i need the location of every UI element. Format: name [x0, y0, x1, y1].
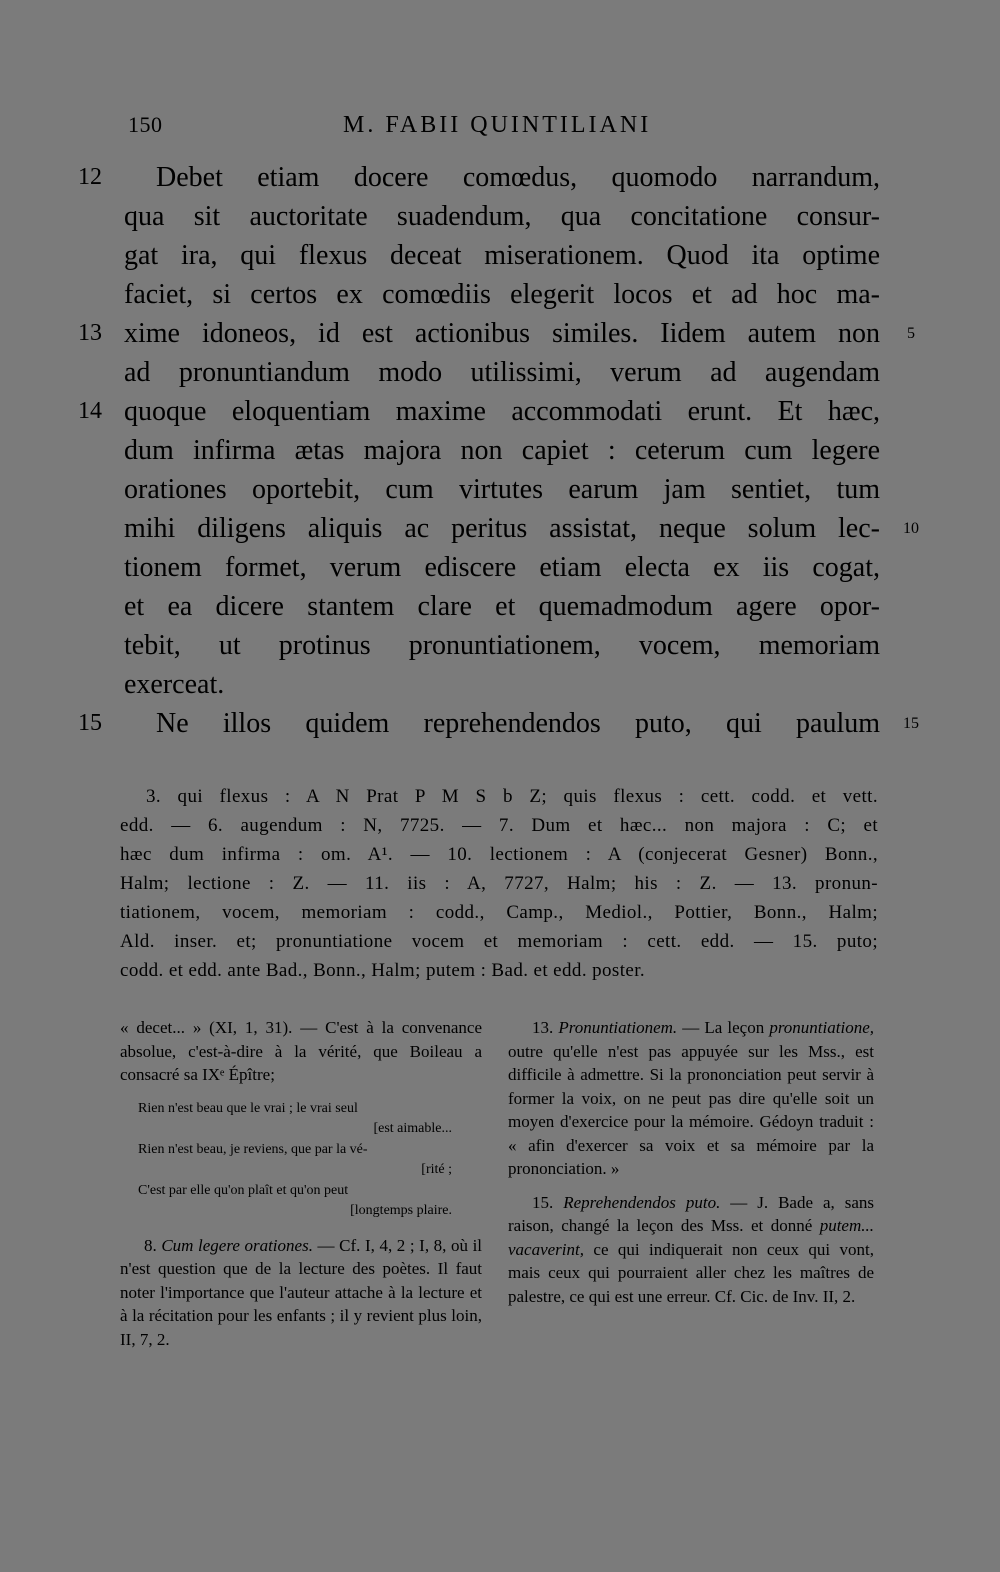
text-line: tebit, ut protinus pronuntiationem, vocem, memoriam	[124, 630, 880, 661]
text-line: ad pronuntiandum modo utilissimi, verum ad augendam	[124, 357, 880, 388]
text-line: Ne illos quidem reprehendendos puto, qui paulum	[156, 708, 880, 739]
text-line: orationes oportebit, cum virtutes earum jam sentiet, tum	[124, 474, 880, 505]
text-line: faciet, si certos ex comœdiis elegerit locos et ad hoc ma-	[124, 279, 880, 310]
note-lemma: putem... vacaverint,	[508, 1216, 874, 1259]
note-text: ce qui indiquerait non ceux qui vont, mais ceux qui pourraient aller chez les maîtres de palestre, ce qui est une erreur. Cf. Cic. de Inv. II, 2.	[508, 1239, 874, 1306]
text-line: tionem formet, verum ediscere etiam electa ex iis cogat,	[124, 552, 880, 583]
note-lemma: Cum legere orationes.	[161, 1235, 313, 1255]
apparatus-line: edd. — 6. augendum : N, 7725. — 7. Dum et hæc... non majora : C; et	[120, 815, 878, 836]
note-paragraph	[508, 1016, 874, 1181]
apparatus-line: tiationem, vocem, memoriam : codd., Camp., Mediol., Pottier, Bonn., Halm;	[120, 902, 878, 923]
quote-line: C'est par elle qu'on plaît et qu'on peut	[138, 1182, 349, 1198]
note-label: 8.	[144, 1235, 157, 1255]
running-title: M. FABII QUINTILIANI	[343, 112, 652, 138]
text-line: qua sit auctoritate suadendum, qua concitatione consur-	[124, 201, 880, 232]
text-line: dum infirma ætas majora non capiet : ceterum cum legere	[124, 435, 880, 466]
apparatus-line: codd. et edd. ante Bad., Bonn., Halm; putem : Bad. et edd. poster.	[120, 960, 646, 981]
note-text: outre qu'elle n'est pas appuyée sur les Mss., est difficile à admettre. Si la prononciation peut servir à former la voix, on ne peut pas dire qu'elle soit un moyen d'exercice pour la mémoire. Gédoyn traduit : « afin d'exercer sa voix et sa mémoire par la prononciation. »	[508, 1041, 874, 1178]
note-lemma: pronuntiatione,	[769, 1018, 874, 1037]
apparatus-line: 3. qui flexus : A N Prat P M S b Z; quis flexus : cett. codd. et vett.	[146, 786, 878, 807]
note-text: — La leçon	[677, 1018, 770, 1037]
notes-left-column	[120, 1016, 482, 1351]
note-paragraph	[120, 1234, 482, 1352]
notes-right-column	[508, 1016, 874, 1308]
note-lemma: Reprehendendos puto.	[563, 1192, 721, 1212]
section-number: 13	[78, 320, 102, 346]
text-line: exerceat.	[124, 669, 225, 700]
quote-line: Rien n'est beau que le vrai ; le vrai seul	[138, 1100, 358, 1116]
running-header	[0, 112, 1000, 142]
section-number: 12	[78, 164, 102, 190]
note-text: — J. Bade a, sans raison, changé la leçon des Mss. et donné	[508, 1192, 875, 1235]
note-paragraph: « decet... » (XI, 1, 31). — C'est à la convenance absolue, c'est-à-dire à la vérité, que Boileau a consacré sa IXᵉ Épître;	[120, 1018, 482, 1084]
quote-line: [longtemps plaire.	[350, 1203, 452, 1218]
section-number: 14	[78, 398, 102, 424]
text-line: et ea dicere stantem clare et quemadmodum agere opor-	[124, 591, 880, 622]
note-text: — Cf. I, 4, 2 ; I, 8, où il n'est question que de la lecture des poètes. Il faut noter l'importance que l'auteur attache à la lecture et à la récitation pour les enfants ; il y revient plus loin, II, 7, 2.	[120, 1235, 483, 1349]
apparatus-line: Ald. inser. et; pronuntiatione vocem et memoriam : cett. edd. — 15. puto;	[120, 931, 878, 952]
note-label: 15.	[532, 1192, 554, 1212]
page-number: 150	[128, 112, 163, 137]
section-number: 15	[78, 710, 102, 736]
quote-line: Rien n'est beau, je reviens, que par la vé-	[138, 1141, 368, 1157]
text-line: quoque eloquentiam maxime accommodati erunt. Et hæc,	[124, 396, 880, 427]
line-number: 5	[907, 325, 915, 342]
text-line: gat ira, qui flexus deceat miserationem. Quod ita optime	[124, 240, 880, 271]
line-number: 15	[903, 715, 919, 732]
text-line: xime idoneos, id est actionibus similes. Iidem autem non	[124, 318, 880, 349]
note-label: 13.	[532, 1018, 554, 1037]
text-line: mihi diligens aliquis ac peritus assistat, neque solum lec-	[124, 513, 880, 544]
apparatus-line: hæc dum infirma : om. A¹. — 10. lectionem : A (conjecerat Gesner) Bonn.,	[120, 844, 878, 865]
quote-line: [rité ;	[421, 1162, 452, 1177]
note-paragraph	[508, 1191, 874, 1309]
line-number: 10	[903, 520, 919, 537]
apparatus-line: Halm; lectione : Z. — 11. iis : A, 7727, Halm; his : Z. — 13. pronun-	[120, 873, 878, 894]
note-lemma: Pronuntiationem.	[558, 1018, 678, 1037]
boileau-quote	[138, 1099, 482, 1222]
text-line: Debet etiam docere comœdus, quomodo narrandum,	[156, 162, 880, 193]
quote-line: [est aimable...	[373, 1121, 452, 1136]
